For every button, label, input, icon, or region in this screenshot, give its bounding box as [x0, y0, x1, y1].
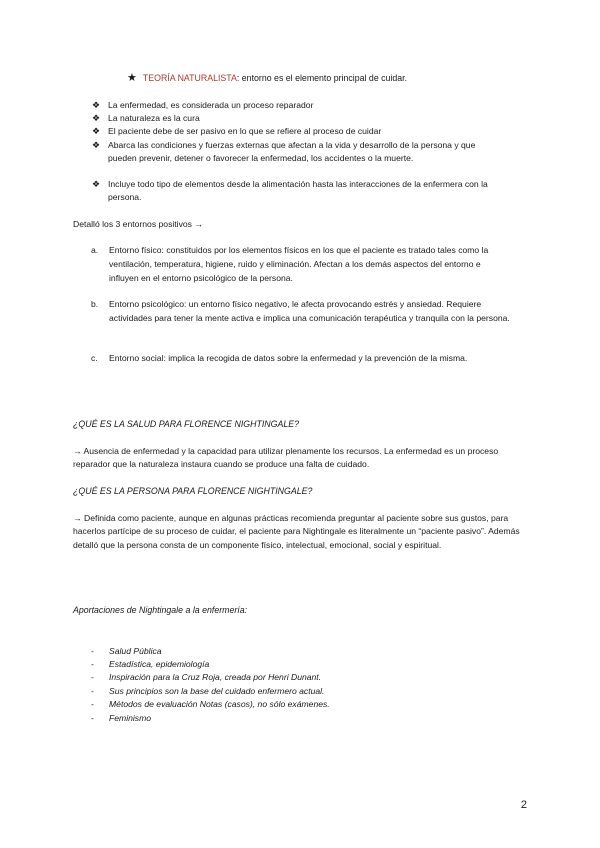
environment-item	[91, 243, 511, 285]
contribution-item	[91, 698, 330, 710]
environment-text: Entorno físico: constituidos por los elementos físicos en los que el paciente es tratado tales como la ventilación, temperatura, higiene, ruido y eliminación. Afectan a los demás aspectos del entorno e influyen en el entorno psicológico de la persona.	[109, 245, 489, 283]
bullet-item	[92, 112, 502, 125]
diamond-bullet-icon: ❖	[92, 140, 101, 150]
bullet-item	[92, 139, 502, 165]
contribution-item	[91, 658, 209, 670]
contribution-text: Sus principios son la base del cuidado enfermero actual.	[109, 686, 325, 696]
contribution-text: Inspiración para la Cruz Roja, creada por Henri Dunant.	[109, 672, 322, 682]
person-answer: → Definida como paciente, aunque en algunas prácticas recomienda preguntar al paciente sobre sus gustos, para hacerlos partícipe de su proceso de cuidar, el paciente para Nightingale es literalmente un “paciente pasivo”. Además detalló que la persona consta de un componente físico, intelectual, emocional, social y espiritual.	[73, 513, 520, 550]
dash-marker: -	[91, 672, 94, 682]
contributions-heading: Aportaciones de Nightingale a la enfermería:	[73, 605, 248, 615]
environment-item	[91, 297, 511, 325]
list-marker: b.	[91, 299, 99, 309]
bullet-text: La enfermedad, es considerada un proceso reparador	[108, 100, 314, 110]
health-answer: → Ausencia de enfermedad y la capacidad para utilizar plenamente los recursos. La enfermedad es un proceso reparador que la naturaleza instaura cuando se produce una falta de cuidado.	[73, 446, 499, 470]
theory-title: TEORÍA NATURALISTA	[142, 73, 237, 83]
environments-intro: Detalló los 3 entornos positivos →	[73, 219, 203, 229]
diamond-bullet-icon: ❖	[92, 179, 101, 189]
contribution-text: Salud Pública	[109, 646, 162, 656]
contribution-text: Feminismo	[109, 713, 152, 723]
theory-description: : entorno es el elemento principal de cuidar.	[236, 73, 408, 83]
bullet-item	[92, 99, 502, 112]
environment-text: Entorno social: implica la recogida de datos sobre la enfermedad y la prevención de la misma.	[109, 353, 468, 363]
contribution-text: Métodos de evaluación Notas (casos), no sólo exámenes.	[109, 699, 330, 709]
page-number: 2	[520, 799, 527, 811]
diamond-bullet-icon: ❖	[92, 126, 101, 136]
theory-line	[127, 72, 407, 85]
environment-item	[91, 351, 511, 365]
list-marker: c.	[91, 353, 98, 363]
bullet-text: El paciente debe de ser pasivo en lo que se refiere al proceso de cuidar	[108, 126, 382, 136]
dash-marker: -	[91, 686, 94, 696]
bullet-text: Incluye todo tipo de elementos desde la alimentación hasta las interacciones de la enfermera con la persona.	[108, 179, 488, 203]
environment-text: Entorno psicológico: un entorno físico negativo, le afecta provocando estrés y ansiedad. Requiere actividades para tener la mente activa e implica una comunicación terapéutica y tranquila con la persona.	[109, 299, 510, 323]
dash-marker: -	[91, 646, 94, 656]
diamond-bullet-icon: ❖	[92, 113, 101, 123]
contribution-item	[91, 685, 324, 697]
contribution-item	[91, 645, 162, 657]
person-question: ¿QUÉ ES LA PERSONA PARA FLORENCE NIGHTINGALE?	[73, 486, 313, 496]
dash-marker: -	[91, 713, 94, 723]
star-icon: ★	[127, 72, 137, 84]
list-marker: a.	[91, 245, 99, 255]
diamond-bullet-icon: ❖	[92, 100, 101, 110]
contribution-text: Estadística, epidemiología	[109, 659, 210, 669]
contribution-item	[91, 671, 321, 683]
bullet-item	[92, 178, 502, 204]
bullet-text: Abarca las condiciones y fuerzas externas que afectan a la vida y desarrollo de la persona y que pueden prevenir, detener o favorecer la enfermedad, los accidentes o la muerte.	[108, 140, 476, 164]
bullet-text: La naturaleza es la cura	[108, 113, 200, 123]
contribution-item	[91, 712, 151, 724]
bullet-item	[92, 125, 502, 138]
dash-marker: -	[91, 699, 94, 709]
dash-marker: -	[91, 659, 94, 669]
health-question: ¿QUÉ ES LA SALUD PARA FLORENCE NIGHTINGALE?	[73, 419, 300, 429]
